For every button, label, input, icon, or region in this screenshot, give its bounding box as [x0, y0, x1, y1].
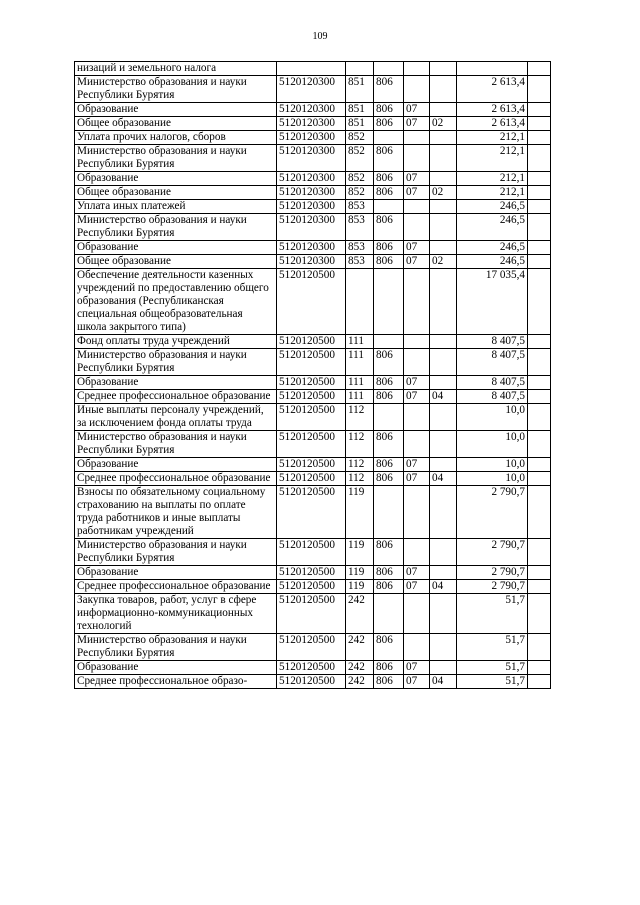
empty-cell: [528, 634, 551, 661]
item-name-cell: Образование: [75, 103, 277, 117]
section-cell: [404, 62, 430, 76]
target-code-cell: 5120120300: [277, 131, 346, 145]
expense-type-cell: 119: [346, 539, 374, 566]
table-row: [75, 486, 551, 539]
empty-cell: [528, 390, 551, 404]
section-cell: 07: [404, 103, 430, 117]
section-cell: [404, 431, 430, 458]
subsection-cell: [430, 539, 457, 566]
empty-cell: [528, 145, 551, 172]
target-code-cell: 5120120500: [277, 661, 346, 675]
expense-type-cell: 112: [346, 431, 374, 458]
table-row: [75, 62, 551, 76]
item-name-cell: Фонд оплаты труда учреждений: [75, 335, 277, 349]
empty-cell: [528, 349, 551, 376]
item-name-cell: Среднее профессиональное образование: [75, 580, 277, 594]
target-code-cell: 5120120500: [277, 376, 346, 390]
amount-cell: 51,7: [457, 661, 528, 675]
subsection-cell: [430, 404, 457, 431]
item-name-cell: Среднее профессиональное образование: [75, 390, 277, 404]
item-name-cell: Образование: [75, 566, 277, 580]
empty-cell: [528, 214, 551, 241]
expense-type-cell: 119: [346, 566, 374, 580]
ministry-code-cell: [374, 486, 404, 539]
target-code-cell: [277, 62, 346, 76]
ministry-code-cell: 806: [374, 103, 404, 117]
subsection-cell: [430, 376, 457, 390]
empty-cell: [528, 255, 551, 269]
ministry-code-cell: 806: [374, 580, 404, 594]
table-row: [75, 145, 551, 172]
expense-type-cell: [346, 62, 374, 76]
item-name-cell: Министерство образования и науки Республики Бурятия: [75, 539, 277, 566]
empty-cell: [528, 62, 551, 76]
table-row: [75, 675, 551, 689]
section-cell: [404, 269, 430, 335]
expense-type-cell: 119: [346, 486, 374, 539]
subsection-cell: [430, 486, 457, 539]
table-row: [75, 335, 551, 349]
amount-cell: 246,5: [457, 255, 528, 269]
amount-cell: 8 407,5: [457, 390, 528, 404]
target-code-cell: 5120120500: [277, 675, 346, 689]
table-row: [75, 172, 551, 186]
section-cell: [404, 145, 430, 172]
expense-type-cell: 851: [346, 76, 374, 103]
empty-cell: [528, 131, 551, 145]
item-name-cell: Образование: [75, 376, 277, 390]
section-cell: 07: [404, 241, 430, 255]
table-row: [75, 255, 551, 269]
item-name-cell: Министерство образования и науки Республики Бурятия: [75, 349, 277, 376]
section-cell: 07: [404, 566, 430, 580]
table-row: [75, 376, 551, 390]
amount-cell: 51,7: [457, 675, 528, 689]
table-row: [75, 241, 551, 255]
table-row: [75, 594, 551, 634]
expense-type-cell: 112: [346, 472, 374, 486]
target-code-cell: 5120120300: [277, 145, 346, 172]
target-code-cell: 5120120500: [277, 349, 346, 376]
section-cell: [404, 200, 430, 214]
subsection-cell: 02: [430, 186, 457, 200]
item-name-cell: Министерство образования и науки Республики Бурятия: [75, 145, 277, 172]
expense-type-cell: 112: [346, 404, 374, 431]
table-row: [75, 76, 551, 103]
page-number: 109: [312, 31, 328, 42]
ministry-code-cell: 806: [374, 472, 404, 486]
empty-cell: [528, 539, 551, 566]
target-code-cell: 5120120300: [277, 200, 346, 214]
amount-cell: 2 790,7: [457, 580, 528, 594]
target-code-cell: 5120120500: [277, 580, 346, 594]
item-name-cell: Министерство образования и науки Республики Бурятия: [75, 634, 277, 661]
section-cell: 07: [404, 117, 430, 131]
amount-cell: 8 407,5: [457, 376, 528, 390]
ministry-code-cell: 806: [374, 539, 404, 566]
subsection-cell: [430, 594, 457, 634]
amount-cell: 246,5: [457, 214, 528, 241]
amount-cell: 51,7: [457, 594, 528, 634]
section-cell: [404, 76, 430, 103]
ministry-code-cell: 806: [374, 214, 404, 241]
table-row: [75, 214, 551, 241]
subsection-cell: [430, 241, 457, 255]
target-code-cell: 5120120500: [277, 566, 346, 580]
amount-cell: 2 613,4: [457, 76, 528, 103]
item-name-cell: Взносы по обязательному социальному страхованию на выплаты по оплате труда работников и иные выплаты работникам учреждений: [75, 486, 277, 539]
expense-type-cell: 852: [346, 145, 374, 172]
table-row: [75, 131, 551, 145]
table-row: [75, 566, 551, 580]
table-row: [75, 349, 551, 376]
amount-cell: 212,1: [457, 145, 528, 172]
target-code-cell: 5120120500: [277, 472, 346, 486]
section-cell: 07: [404, 390, 430, 404]
item-name-cell: низаций и земельного налога: [75, 62, 277, 76]
item-name-cell: Образование: [75, 172, 277, 186]
item-name-cell: Министерство образования и науки Республики Бурятия: [75, 431, 277, 458]
subsection-cell: [430, 661, 457, 675]
amount-cell: 2 790,7: [457, 486, 528, 539]
subsection-cell: [430, 172, 457, 186]
subsection-cell: [430, 62, 457, 76]
expense-type-cell: 853: [346, 241, 374, 255]
target-code-cell: 5120120300: [277, 172, 346, 186]
item-name-cell: Закупка товаров, работ, услуг в сфере информационно-коммуникационных технологий: [75, 594, 277, 634]
item-name-cell: Образование: [75, 458, 277, 472]
expense-type-cell: 242: [346, 634, 374, 661]
item-name-cell: Уплата прочих налогов, сборов: [75, 131, 277, 145]
empty-cell: [528, 675, 551, 689]
item-name-cell: Образование: [75, 241, 277, 255]
ministry-code-cell: 806: [374, 255, 404, 269]
empty-cell: [528, 117, 551, 131]
section-cell: [404, 349, 430, 376]
subsection-cell: [430, 335, 457, 349]
amount-cell: 212,1: [457, 172, 528, 186]
target-code-cell: 5120120500: [277, 634, 346, 661]
empty-cell: [528, 431, 551, 458]
subsection-cell: 04: [430, 390, 457, 404]
item-name-cell: Иные выплаты персоналу учреждений, за исключением фонда оплаты труда: [75, 404, 277, 431]
item-name-cell: Министерство образования и науки Республики Бурятия: [75, 214, 277, 241]
target-code-cell: 5120120500: [277, 486, 346, 539]
ministry-code-cell: [374, 269, 404, 335]
section-cell: [404, 131, 430, 145]
ministry-code-cell: 806: [374, 675, 404, 689]
empty-cell: [528, 566, 551, 580]
ministry-code-cell: 806: [374, 117, 404, 131]
expense-type-cell: 852: [346, 172, 374, 186]
expense-type-cell: 851: [346, 103, 374, 117]
expense-type-cell: 111: [346, 390, 374, 404]
ministry-code-cell: [374, 200, 404, 214]
section-cell: 07: [404, 172, 430, 186]
table-row: [75, 117, 551, 131]
section-cell: [404, 486, 430, 539]
table-row: [75, 472, 551, 486]
amount-cell: 246,5: [457, 200, 528, 214]
target-code-cell: 5120120500: [277, 404, 346, 431]
target-code-cell: 5120120300: [277, 214, 346, 241]
amount-cell: 8 407,5: [457, 349, 528, 376]
section-cell: [404, 594, 430, 634]
empty-cell: [528, 458, 551, 472]
table-row: [75, 103, 551, 117]
expense-type-cell: 119: [346, 580, 374, 594]
empty-cell: [528, 594, 551, 634]
subsection-cell: [430, 76, 457, 103]
ministry-code-cell: 806: [374, 634, 404, 661]
item-name-cell: Общее образование: [75, 117, 277, 131]
section-cell: [404, 335, 430, 349]
subsection-cell: 02: [430, 117, 457, 131]
empty-cell: [528, 486, 551, 539]
ministry-code-cell: 806: [374, 76, 404, 103]
amount-cell: 212,1: [457, 131, 528, 145]
subsection-cell: [430, 566, 457, 580]
amount-cell: 10,0: [457, 472, 528, 486]
ministry-code-cell: 806: [374, 186, 404, 200]
subsection-cell: [430, 214, 457, 241]
ministry-code-cell: [374, 335, 404, 349]
ministry-code-cell: 806: [374, 376, 404, 390]
table-row: [75, 458, 551, 472]
budget-table: [74, 61, 551, 689]
section-cell: 07: [404, 186, 430, 200]
table-row: [75, 634, 551, 661]
empty-cell: [528, 76, 551, 103]
ministry-code-cell: 806: [374, 458, 404, 472]
section-cell: 07: [404, 458, 430, 472]
expense-type-cell: 112: [346, 458, 374, 472]
subsection-cell: 02: [430, 255, 457, 269]
table-body: [75, 62, 551, 689]
amount-cell: 212,1: [457, 186, 528, 200]
empty-cell: [528, 404, 551, 431]
expense-type-cell: 242: [346, 661, 374, 675]
empty-cell: [528, 335, 551, 349]
expense-type-cell: [346, 269, 374, 335]
amount-cell: [457, 62, 528, 76]
amount-cell: 10,0: [457, 431, 528, 458]
subsection-cell: [430, 131, 457, 145]
subsection-cell: [430, 145, 457, 172]
expense-type-cell: 853: [346, 200, 374, 214]
amount-cell: 10,0: [457, 404, 528, 431]
subsection-cell: [430, 458, 457, 472]
target-code-cell: 5120120300: [277, 117, 346, 131]
amount-cell: 51,7: [457, 634, 528, 661]
target-code-cell: 5120120500: [277, 431, 346, 458]
target-code-cell: 5120120300: [277, 76, 346, 103]
ministry-code-cell: 806: [374, 172, 404, 186]
item-name-cell: Среднее профессиональное образование: [75, 472, 277, 486]
target-code-cell: 5120120300: [277, 186, 346, 200]
item-name-cell: Министерство образования и науки Республики Бурятия: [75, 76, 277, 103]
empty-cell: [528, 103, 551, 117]
ministry-code-cell: 806: [374, 349, 404, 376]
empty-cell: [528, 172, 551, 186]
target-code-cell: 5120120500: [277, 594, 346, 634]
amount-cell: 2 613,4: [457, 103, 528, 117]
subsection-cell: [430, 634, 457, 661]
table-row: [75, 539, 551, 566]
table-row: [75, 431, 551, 458]
target-code-cell: 5120120500: [277, 390, 346, 404]
section-cell: 07: [404, 675, 430, 689]
target-code-cell: 5120120300: [277, 255, 346, 269]
empty-cell: [528, 186, 551, 200]
amount-cell: 2 613,4: [457, 117, 528, 131]
ministry-code-cell: 806: [374, 431, 404, 458]
ministry-code-cell: 806: [374, 566, 404, 580]
subsection-cell: 04: [430, 675, 457, 689]
empty-cell: [528, 269, 551, 335]
table-row: [75, 200, 551, 214]
expense-type-cell: 853: [346, 255, 374, 269]
section-cell: [404, 404, 430, 431]
amount-cell: 10,0: [457, 458, 528, 472]
section-cell: 07: [404, 472, 430, 486]
expense-type-cell: 853: [346, 214, 374, 241]
subsection-cell: [430, 103, 457, 117]
ministry-code-cell: [374, 404, 404, 431]
item-name-cell: Обеспечение деятельности казенных учреждений по предоставлению общего образования (Республиканская специальная общеобразовательная школа закрытого типа): [75, 269, 277, 335]
expense-type-cell: 851: [346, 117, 374, 131]
ministry-code-cell: 806: [374, 241, 404, 255]
section-cell: [404, 539, 430, 566]
expense-type-cell: 111: [346, 349, 374, 376]
subsection-cell: [430, 200, 457, 214]
subsection-cell: 04: [430, 472, 457, 486]
expense-type-cell: 242: [346, 594, 374, 634]
empty-cell: [528, 241, 551, 255]
item-name-cell: Общее образование: [75, 255, 277, 269]
target-code-cell: 5120120500: [277, 539, 346, 566]
item-name-cell: Среднее профессиональное образо-: [75, 675, 277, 689]
amount-cell: 17 035,4: [457, 269, 528, 335]
table-row: [75, 269, 551, 335]
ministry-code-cell: 806: [374, 145, 404, 172]
subsection-cell: 04: [430, 580, 457, 594]
table-row: [75, 186, 551, 200]
expense-type-cell: 111: [346, 335, 374, 349]
expense-type-cell: 852: [346, 186, 374, 200]
expense-type-cell: 242: [346, 675, 374, 689]
target-code-cell: 5120120300: [277, 241, 346, 255]
expense-type-cell: 111: [346, 376, 374, 390]
target-code-cell: 5120120500: [277, 335, 346, 349]
ministry-code-cell: [374, 131, 404, 145]
subsection-cell: [430, 269, 457, 335]
empty-cell: [528, 200, 551, 214]
item-name-cell: Образование: [75, 661, 277, 675]
amount-cell: 2 790,7: [457, 539, 528, 566]
table-row: [75, 580, 551, 594]
section-cell: 07: [404, 255, 430, 269]
item-name-cell: Уплата иных платежей: [75, 200, 277, 214]
expense-type-cell: 852: [346, 131, 374, 145]
ministry-code-cell: [374, 594, 404, 634]
ministry-code-cell: 806: [374, 390, 404, 404]
empty-cell: [528, 580, 551, 594]
amount-cell: 2 790,7: [457, 566, 528, 580]
section-cell: [404, 634, 430, 661]
ministry-code-cell: 806: [374, 661, 404, 675]
table-row: [75, 390, 551, 404]
empty-cell: [528, 472, 551, 486]
subsection-cell: [430, 349, 457, 376]
section-cell: 07: [404, 376, 430, 390]
subsection-cell: [430, 431, 457, 458]
item-name-cell: Общее образование: [75, 186, 277, 200]
target-code-cell: 5120120500: [277, 458, 346, 472]
section-cell: [404, 214, 430, 241]
empty-cell: [528, 376, 551, 390]
empty-cell: [528, 661, 551, 675]
amount-cell: 8 407,5: [457, 335, 528, 349]
section-cell: 07: [404, 661, 430, 675]
target-code-cell: 5120120500: [277, 269, 346, 335]
table-row: [75, 661, 551, 675]
ministry-code-cell: [374, 62, 404, 76]
section-cell: 07: [404, 580, 430, 594]
target-code-cell: 5120120300: [277, 103, 346, 117]
amount-cell: 246,5: [457, 241, 528, 255]
table-row: [75, 404, 551, 431]
